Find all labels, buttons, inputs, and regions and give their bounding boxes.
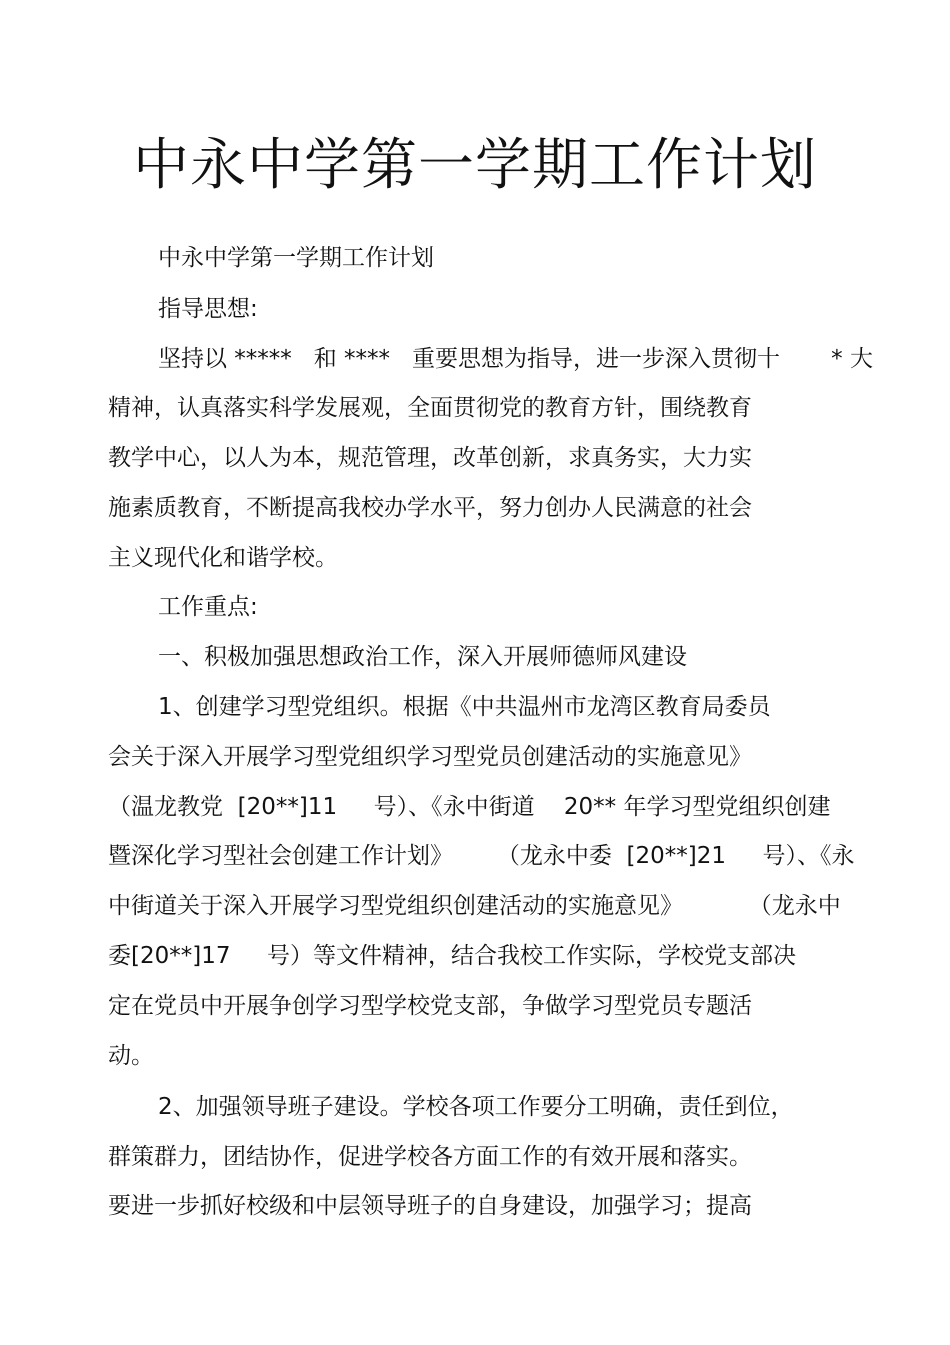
paragraph-line: 主义现代化和谐学校。 [108, 545, 338, 571]
subtitle-line: 中永中学第一学期工作计划 [158, 245, 434, 271]
paragraph-line: 1、创建学习型党组织。根据《中共温州市龙湾区教育局委员 [158, 694, 771, 720]
section-heading-guiding-thought: 指导思想: [158, 296, 258, 322]
document-title: 中永中学第一学期工作计划 [133, 133, 817, 198]
paragraph-line: 要进一步抓好校级和中层领导班子的自身建设，加强学习；提高 [108, 1193, 752, 1219]
paragraph-line: 中街道关于深入开展学习型党组织创建活动的实施意见》 （龙永中 [108, 893, 841, 919]
subsection-heading: 一、积极加强思想政治工作，深入开展师德师风建设 [158, 644, 687, 670]
paragraph-line: 2、加强领导班子建设。学校各项工作要分工明确，责任到位， [158, 1094, 794, 1120]
paragraph-line: 坚持以 ***** 和 **** 重要思想为指导，进一步深入贯彻十 * 大 [158, 346, 873, 372]
section-heading-work-focus: 工作重点: [158, 594, 258, 620]
paragraph-line: 群策群力，团结协作，促进学校各方面工作的有效开展和落实。 [108, 1144, 752, 1170]
paragraph-line: （温龙教党 [20**]11 号）、《永中街道 20** 年学习型党组织创建 [108, 794, 831, 820]
paragraph-line: 会关于深入开展学习型党组织学习型党员创建活动的实施意见》 [108, 744, 752, 770]
paragraph-line: 委[20**]17 号）等文件精神，结合我校工作实际，学校党支部决 [108, 943, 797, 969]
paragraph-line: 定在党员中开展争创学习型学校党支部，争做学习型党员专题活 [108, 993, 752, 1019]
paragraph-line: 暨深化学习型社会创建工作计划》 （龙永中委 [20**]21 号）、《永 [108, 843, 855, 869]
paragraph-line: 施素质教育，不断提高我校办学水平，努力创办人民满意的社会 [108, 495, 752, 521]
paragraph-line: 动。 [108, 1043, 154, 1069]
paragraph-line: 精神，认真落实科学发展观，全面贯彻党的教育方针，围绕教育 [108, 395, 752, 421]
paragraph-line: 教学中心，以人为本，规范管理，改革创新，求真务实，大力实 [108, 445, 752, 471]
